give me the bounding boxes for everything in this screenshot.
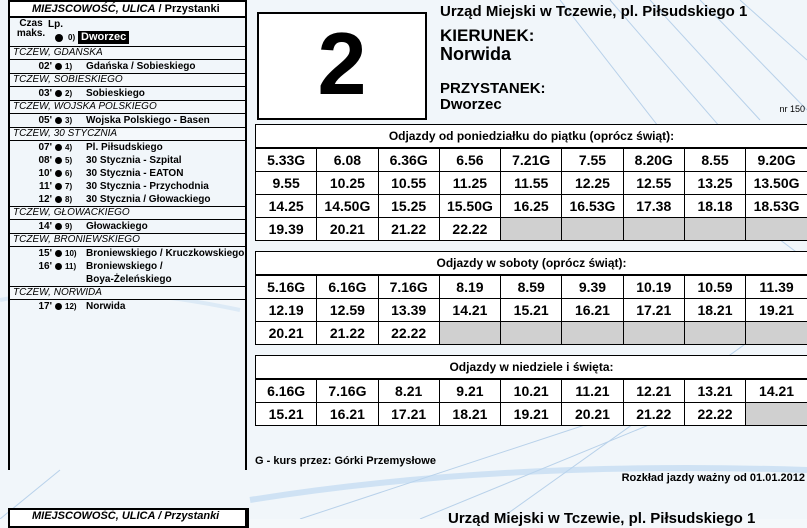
stop-number: 10) — [65, 247, 77, 260]
stop-row — [10, 87, 245, 100]
departure-time: 11.21 — [562, 380, 623, 403]
departure-time: 16.21 — [317, 403, 378, 426]
departure-time: 15.21 — [501, 299, 562, 322]
empty-cell — [684, 322, 745, 345]
departure-time: 15.25 — [378, 195, 439, 218]
departure-time: 18.21 — [439, 403, 500, 426]
divider — [247, 508, 253, 528]
schedule-title: Odjazdy w niedziele i święta: — [255, 355, 807, 379]
departure-time: 12.55 — [623, 172, 684, 195]
stop-row — [10, 247, 245, 260]
table-row — [256, 299, 807, 322]
departure-time: 10.55 — [378, 172, 439, 195]
departure-time: 11.39 — [746, 276, 807, 299]
stop-list-header — [10, 0, 245, 18]
table-row — [256, 380, 807, 403]
stop-number: 11) — [65, 260, 76, 273]
stop-dot-icon — [55, 144, 62, 151]
stop-number: 4) — [65, 141, 72, 154]
departure-time: 14.25 — [256, 195, 317, 218]
stop-name: Głowackiego — [86, 220, 148, 233]
departure-time: 8.21 — [378, 380, 439, 403]
travel-time: 14' — [28, 220, 52, 233]
stop-group-header: TCZEW, GŁOWACKIEGO — [10, 206, 245, 220]
empty-cell — [746, 218, 807, 241]
stop-name: Broniewskiego / Kruczkowskiego — [86, 247, 244, 260]
table-row — [256, 322, 807, 345]
operator-title: Urząd Miejski w Tczewie, pl. Piłsudskiego 1 — [440, 3, 747, 20]
departure-time: 11.25 — [439, 172, 500, 195]
header-label-rest: / Przystanki — [155, 3, 219, 15]
route-number: 2 — [257, 12, 427, 120]
stop-group-header: TCZEW, 30 STYCZNIA — [10, 127, 245, 141]
stop-value: Dworzec — [440, 96, 502, 113]
stop-dot-icon — [55, 223, 62, 230]
departure-time: 12.21 — [623, 380, 684, 403]
stop-row — [10, 193, 245, 206]
departure-time: 12.25 — [562, 172, 623, 195]
stop-row — [10, 114, 245, 127]
stop-label: PRZYSTANEK: — [440, 80, 546, 97]
travel-time: 02' — [28, 60, 52, 73]
departure-time: 5.16G — [256, 276, 317, 299]
stop-row — [10, 273, 245, 286]
stop-dot-icon — [55, 250, 62, 257]
stop-name: Norwida — [86, 300, 125, 313]
stop-row — [10, 180, 245, 193]
departure-time: 18.53G — [746, 195, 807, 218]
departure-time: 10.19 — [623, 276, 684, 299]
stop-number: 5) — [65, 154, 72, 167]
departure-time: 20.21 — [317, 218, 378, 241]
travel-time: 03' — [28, 87, 52, 100]
travel-time: 11' — [28, 180, 52, 193]
departure-time: 16.21 — [562, 299, 623, 322]
lp-heading: Lp. — [48, 19, 63, 30]
departure-time: 8.59 — [501, 276, 562, 299]
travel-time: 07' — [28, 141, 52, 154]
departure-time: 22.22 — [684, 403, 745, 426]
departure-time: 18.18 — [684, 195, 745, 218]
empty-cell — [623, 322, 684, 345]
departure-table — [255, 379, 807, 426]
departure-time: 17.21 — [378, 403, 439, 426]
czas-label: Czas — [16, 19, 46, 29]
current-stop-name: Dworzec — [78, 31, 129, 44]
travel-time: 08' — [28, 154, 52, 167]
departure-time: 9.55 — [256, 172, 317, 195]
empty-cell — [746, 322, 807, 345]
stop-number: 8) — [65, 193, 72, 206]
stop-name: 30 Stycznia - Przychodnia — [86, 180, 209, 193]
travel-time: 05' — [28, 114, 52, 127]
departure-time: 10.25 — [317, 172, 378, 195]
schedule-block — [255, 355, 807, 426]
stop-group-header: TCZEW, SOBIESKIEGO — [10, 73, 245, 87]
legend: G - kurs przez: Górki Przemysłowe — [255, 455, 436, 467]
valid-from: Rozkład jazdy ważny od 01.01.2012 — [622, 472, 805, 484]
departure-time: 21.22 — [317, 322, 378, 345]
empty-cell — [746, 403, 807, 426]
stop-number: 1) — [65, 60, 72, 73]
departure-time: 9.20G — [746, 149, 807, 172]
stop-name: Sobieskiego — [86, 87, 145, 100]
stop-dot-icon — [55, 303, 62, 310]
stop-row — [10, 154, 245, 167]
direction-value: Norwida — [440, 44, 511, 65]
travel-time: 17' — [28, 300, 52, 313]
stop-list-panel — [8, 0, 247, 470]
travel-time: 15' — [28, 247, 52, 260]
timetable-panel — [247, 0, 807, 470]
stop-dot-icon — [55, 117, 62, 124]
departure-time: 6.08 — [317, 149, 378, 172]
stop-code: nr 150 — [779, 104, 805, 114]
maks-label: maks. — [16, 29, 46, 39]
next-timetable-strip — [8, 508, 807, 528]
stop-dot-icon — [55, 34, 63, 42]
departure-time: 13.25 — [684, 172, 745, 195]
table-row — [256, 172, 807, 195]
stop-row — [10, 220, 245, 233]
column-heads — [10, 18, 245, 46]
departure-time: 15.21 — [256, 403, 317, 426]
stop-row — [10, 141, 245, 154]
stop-name: Boya-Żeleńskiego — [86, 273, 172, 286]
stop-dot-icon — [55, 63, 62, 70]
departure-time: 16.53G — [562, 195, 623, 218]
departure-time: 20.21 — [256, 322, 317, 345]
stop-dot-icon — [55, 170, 62, 177]
stop-number: 9) — [65, 220, 72, 233]
empty-cell — [501, 322, 562, 345]
table-row — [256, 149, 807, 172]
departure-time: 15.50G — [439, 195, 500, 218]
departure-time: 19.21 — [746, 299, 807, 322]
departure-time: 13.50G — [746, 172, 807, 195]
departure-time: 14.50G — [317, 195, 378, 218]
departure-time: 10.21 — [501, 380, 562, 403]
departure-time: 9.21 — [439, 380, 500, 403]
departure-time: 12.19 — [256, 299, 317, 322]
stop-dot-icon — [55, 157, 62, 164]
empty-cell — [501, 218, 562, 241]
stop-name: Wojska Polskiego - Basen — [86, 114, 210, 127]
departure-time: 6.16G — [317, 276, 378, 299]
travel-time: 10' — [28, 167, 52, 180]
departure-time: 17.38 — [623, 195, 684, 218]
stop-group-header: TCZEW, GDAŃSKA — [10, 46, 245, 60]
departure-time: 18.21 — [684, 299, 745, 322]
stop-dot-icon — [55, 263, 62, 270]
stop-dot-icon — [55, 183, 62, 190]
departure-time: 11.55 — [501, 172, 562, 195]
travel-time: 12' — [28, 193, 52, 206]
header-label: MIEJSCOWOŚĆ, ULICA — [32, 3, 155, 15]
table-row — [256, 276, 807, 299]
stop-groups — [10, 46, 245, 313]
next-stop-list-header: MIEJSCOWOŚĆ, ULICA / Przystanki — [8, 508, 247, 528]
schedule-title: Odjazdy od poniedziałku do piątku (oprócz świąt): — [255, 124, 807, 148]
stop-name: Pl. Piłsudskiego — [86, 141, 163, 154]
departure-time: 21.22 — [623, 403, 684, 426]
stop-number: 7) — [65, 180, 72, 193]
departure-time: 7.16G — [317, 380, 378, 403]
travel-time: 16' — [28, 260, 52, 273]
stop-row — [10, 300, 245, 313]
table-row — [256, 218, 807, 241]
departure-table — [255, 275, 807, 345]
empty-cell — [562, 218, 623, 241]
departure-time: 8.20G — [623, 149, 684, 172]
stop-row — [10, 167, 245, 180]
empty-cell — [684, 218, 745, 241]
departure-time: 14.21 — [439, 299, 500, 322]
stop-group-header: TCZEW, BRONIEWSKIEGO — [10, 233, 245, 247]
schedule-block — [255, 251, 807, 345]
departure-time: 10.59 — [684, 276, 745, 299]
empty-cell — [562, 322, 623, 345]
departure-table — [255, 148, 807, 241]
departure-time: 8.55 — [684, 149, 745, 172]
czas-heading — [16, 19, 46, 39]
departure-time: 22.22 — [378, 322, 439, 345]
table-row — [256, 403, 807, 426]
departure-time: 19.21 — [501, 403, 562, 426]
departure-time: 20.21 — [562, 403, 623, 426]
stop-name: 30 Stycznia / Głowackiego — [86, 193, 211, 206]
departure-time: 6.16G — [256, 380, 317, 403]
departure-time: 6.56 — [439, 149, 500, 172]
departure-time: 7.21G — [501, 149, 562, 172]
schedule-block — [255, 124, 807, 241]
departure-time: 6.36G — [378, 149, 439, 172]
departure-time: 16.25 — [501, 195, 562, 218]
empty-cell — [439, 322, 500, 345]
stop-group-header: TCZEW, NORWIDA — [10, 286, 245, 300]
departure-time: 7.16G — [378, 276, 439, 299]
stop-dot-icon — [55, 90, 62, 97]
next-operator-title: Urząd Miejski w Tczewie, pl. Piłsudskiego 1 — [448, 510, 755, 527]
stop-name: Gdańska / Sobieskiego — [86, 60, 195, 73]
departure-time: 5.33G — [256, 149, 317, 172]
departure-time: 17.21 — [623, 299, 684, 322]
empty-cell — [623, 218, 684, 241]
departure-time: 13.39 — [378, 299, 439, 322]
stop-name: Broniewskiego / — [86, 260, 163, 273]
departure-time: 7.55 — [562, 149, 623, 172]
stop-row — [10, 260, 245, 273]
departure-time: 12.59 — [317, 299, 378, 322]
stop-number: 6) — [65, 167, 72, 180]
departure-time: 22.22 — [439, 218, 500, 241]
stop-group-header: TCZEW, WOJSKA POLSKIEGO — [10, 100, 245, 114]
stop-number: 12) — [65, 300, 77, 313]
direction-label: KIERUNEK: — [440, 26, 534, 46]
departure-time: 9.39 — [562, 276, 623, 299]
departure-time: 13.21 — [684, 380, 745, 403]
table-row — [256, 195, 807, 218]
stop-number: 2) — [65, 87, 72, 100]
stop-name: 30 Stycznia - EATON — [86, 167, 183, 180]
stop-row — [10, 60, 245, 73]
stop-dot-icon — [55, 196, 62, 203]
departure-time: 21.22 — [378, 218, 439, 241]
stop-number: 0) — [68, 33, 75, 42]
stop-name: 30 Stycznia - Szpital — [86, 154, 182, 167]
schedule-title: Odjazdy w soboty (oprócz świąt): — [255, 251, 807, 275]
departure-time: 19.39 — [256, 218, 317, 241]
stop-number: 3) — [65, 114, 72, 127]
departure-time: 14.21 — [746, 380, 807, 403]
departure-time: 8.19 — [439, 276, 500, 299]
